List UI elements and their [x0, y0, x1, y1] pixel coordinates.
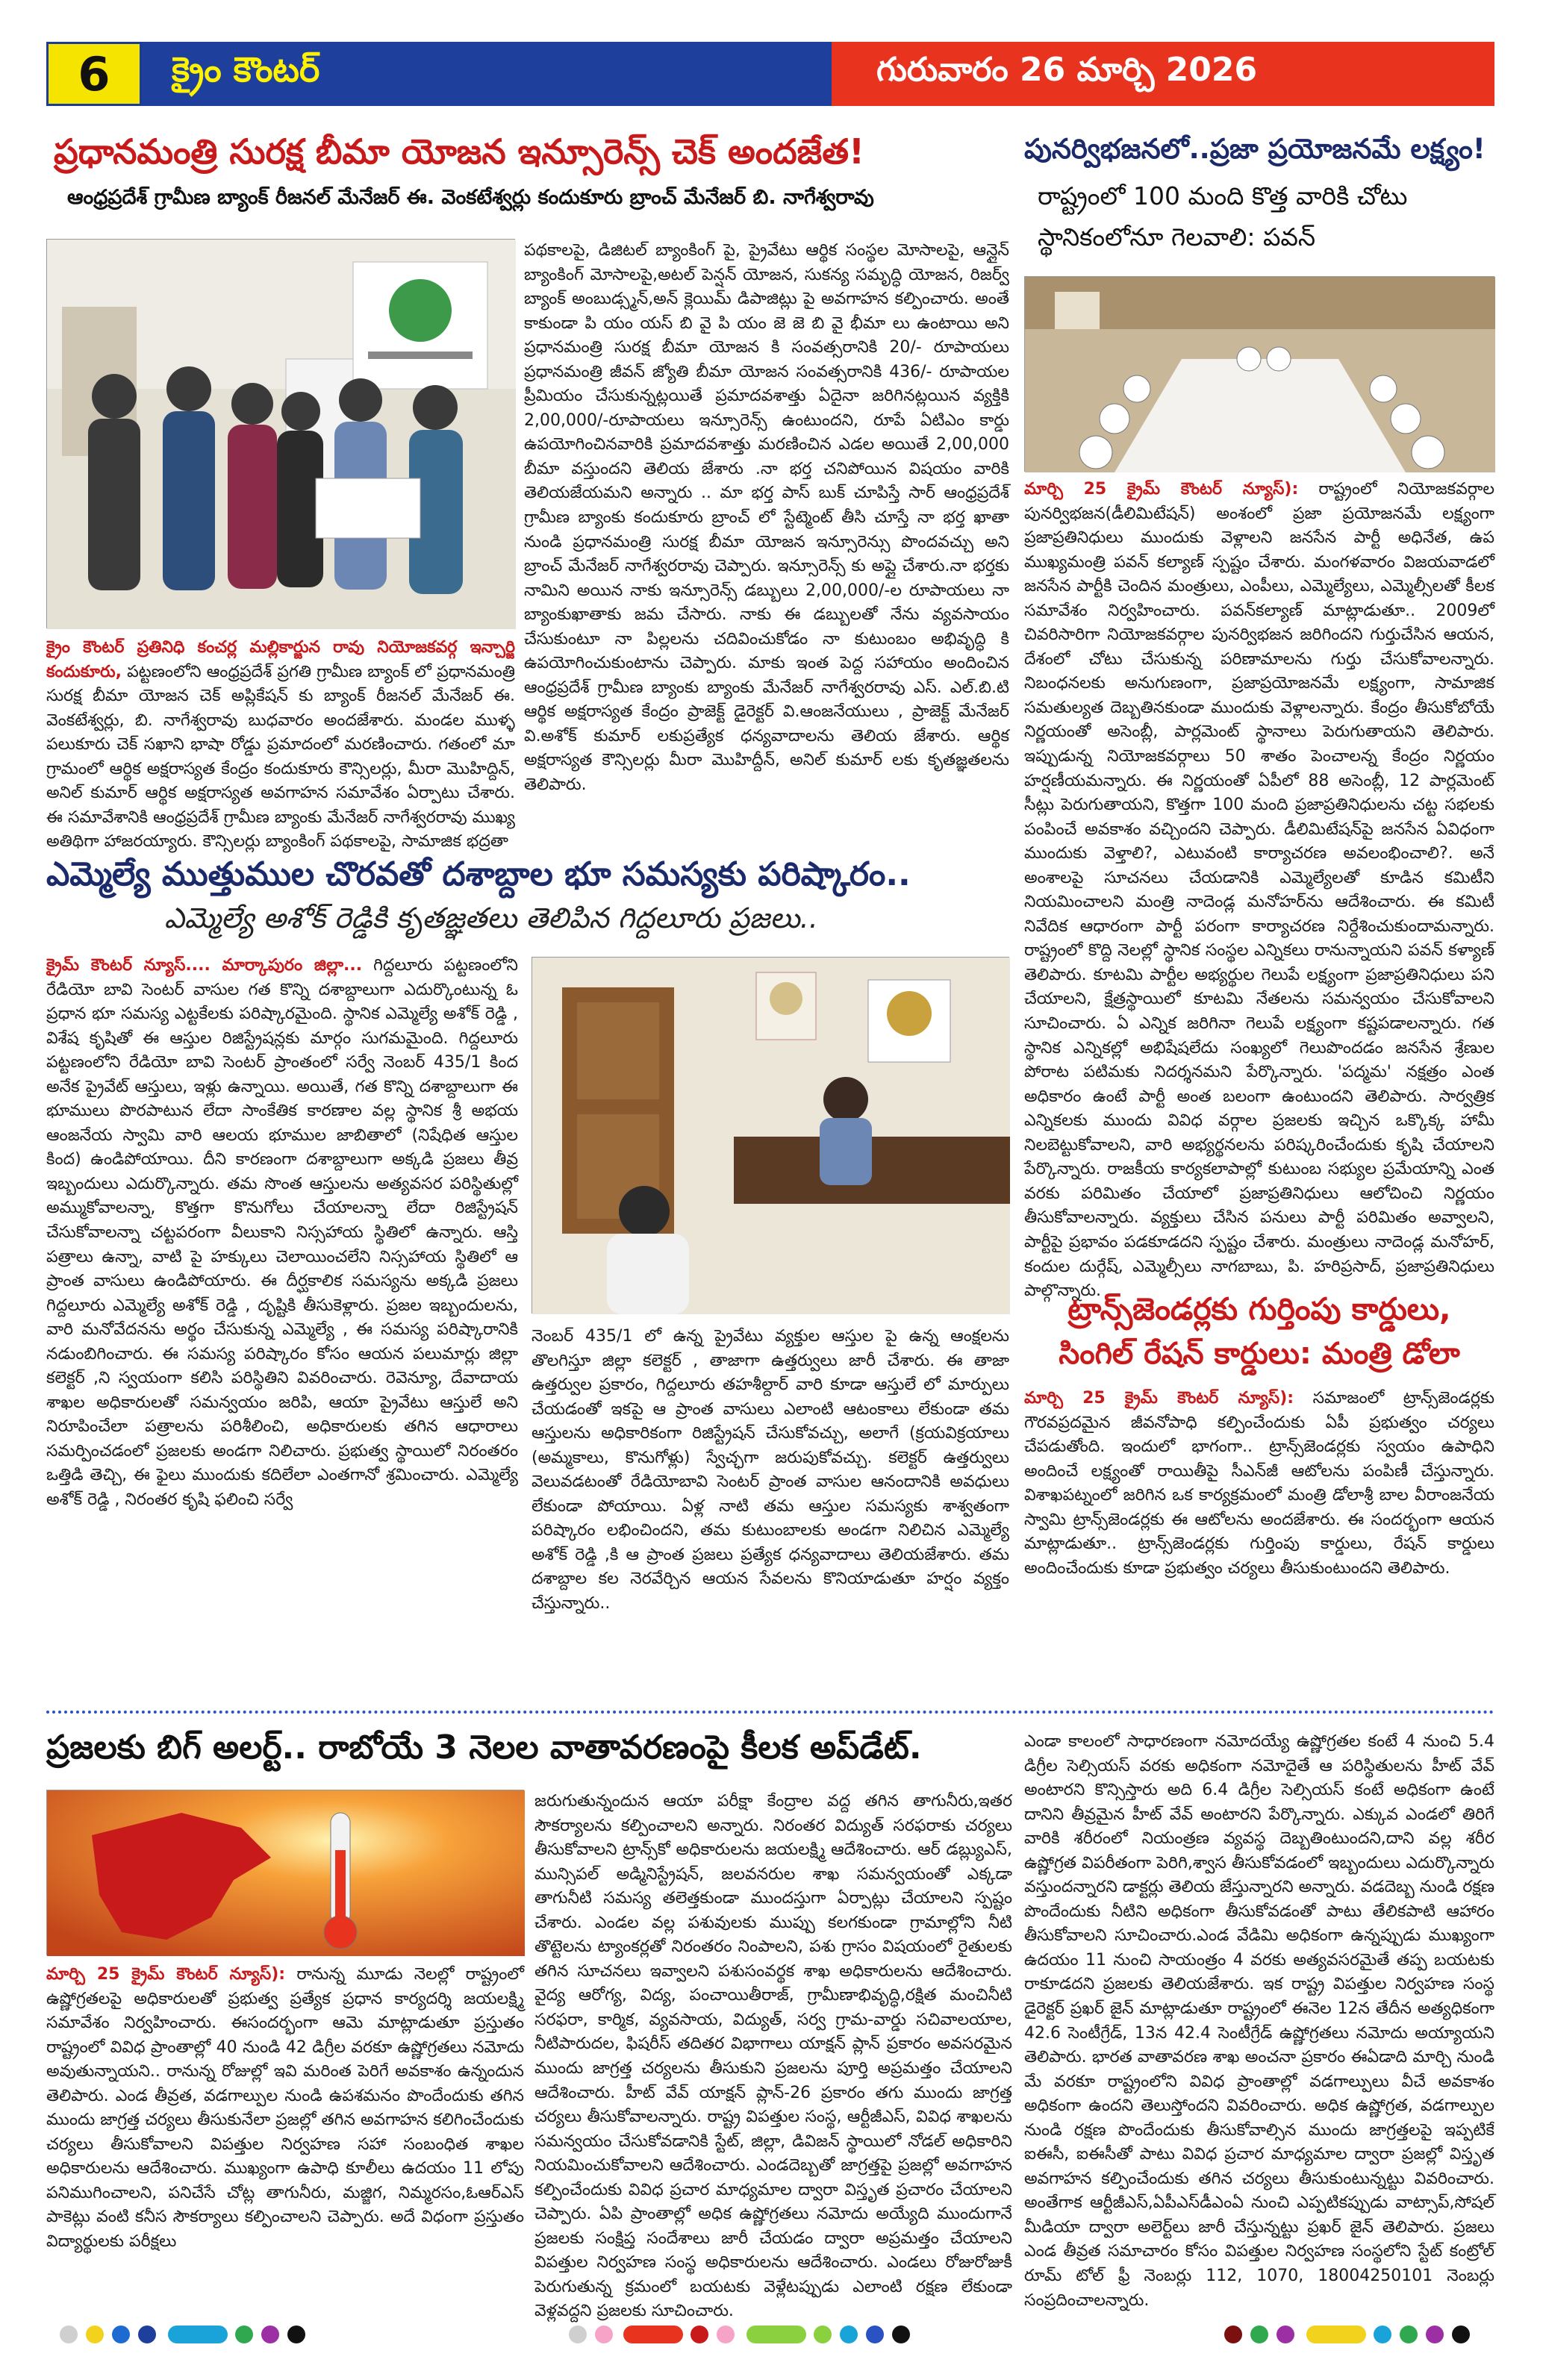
footer-dot [60, 2326, 78, 2343]
footer-dot [1250, 2326, 1268, 2343]
story2-photo [1024, 276, 1494, 472]
footer-dot [86, 2326, 104, 2343]
footer-dot [1452, 2326, 1470, 2343]
story2-headline: పునర్విభజనలో..ప్రజా ప్రయోజనమే లక్ష్యం! [1024, 133, 1486, 165]
footer-dot [569, 2326, 587, 2343]
footer-pill [1306, 2326, 1366, 2343]
story5-col1-text: రానున్న మూడు నెలల్లో రాష్ట్రంలో ఉష్ణోగ్రతలపై అధికారులతో ప్రభుత్వ ప్రత్యేక ప్రధాన కార్యదర్శి జయలక్ష్మి సమావేశం నిర్వహించారు. ఈసందర్భంగా ఆమె మాట్లాడుతూ ప్రస్తుతం రాష్ట్రంలో వివిధ ప్రాంతాల్లో 40 నుండి 42 డిగ్రీల వరకూ ఉష్ణోగ్రతలు నమోదు అవుతున్నాయని.. రానున్న రోజుల్లో ఇవి మరింత పెరిగే అవకాశం ఉన్నందున తెలిపారు. ఎండ తీవ్రత, వడగాల్పుల నుండి ఉపశమనం పొందేందుకు తగిన ముందు జాగ్రత్త చర్యలు తీసుకునేలా ప్రజల్లో తగిన అవగాహన కలిగించేందుకు చర్యలు తీసుకోవాలని విపత్తుల నిర్వహణ సహా సంబంధిత శాఖల అధికారులను ఆదేశించారు. ముఖ్యంగా ఉపాధి కూలీలు ఉదయం 11 లోపు పనిముగించాలని, పనిచేసే చోట్ల తాగునీరు, మజ్జిగ, నిమ్మరసం,ఓఆర్ఎస్ పాకెట్లు వంటి కనీస సౌకర్యాలు కల్పించాలని చెప్పారు. అదే విధంగా ప్రస్తుతం విద్యార్థులకు పరీక్షలు [46, 1965, 524, 2252]
story1-subhead: ఆంధ్రప్రదేశ్ గ్రామీణ బ్యాంక్ రీజనల్ మేనేజర్ ఈ. వెంకటేశ్వర్లు కందుకూరు బ్రాంచ్ మేనేజర్ బి. నాగేశ్వరావు [67, 186, 874, 209]
story4-body [1024, 1387, 1494, 1693]
footer-dot [1224, 2326, 1242, 2343]
story3-col2: నెంబర్ 435/1 లో ఉన్న ప్రైవేటు వ్యక్తుల ఆస్తుల పై ఉన్న ఆంక్షలను తొలగిస్తూ జిల్లా కలెక్టర్ , తాజాగా ఉత్తర్వులు జారీ చేశారు. ఈ తాజా ఉత్తర్వుల ప్రకారం, గిద్దలూరు తహశీల్దార్ వారి కూడా ఆస్తులే లో మార్పులు చేయడంతో ఇకపై ఆ ప్రాంత వాసులు ఎలాంటి ఆటంకాలు లేకుండా తమ ఆస్తులను అధికారికంగా రిజిస్ట్రేషన్ చేసుకోవచ్చు, అలాగే (క్రయవిక్రయాలు (అమ్మకాలు, కొనుగోళ్లు) స్వేచ్ఛగా జరుపుకోవచ్చు. కలెక్టర్ ఉత్తర్వులు వెలువడటంతో రేడియోబావి సెంటర్ ప్రాంత వాసుల ఆనందానికి అవధులు లేకుండా పోయాయి. ఏళ్ల నాటి తమ ఆస్తుల సమస్యకు శాశ్వతంగా పరిష్కారం లభించిందని, తమ కుటుంబాలకు అండగా నిలిచిన ఎమ్మెల్యే అశోక్ రెడ్డి ,కి ఆ ప్రాంత ప్రజలు ప్రత్యేక ధన్యవాదాలు తెలియజేశారు. తమ దశాబ్దాల కల నెరవేర్చిన ఆయన సేవలను కొనియాడుతూ హర్షం వ్యక్తం చేస్తున్నారు.. [532, 1327, 1009, 1614]
footer-dot [814, 2326, 832, 2343]
section-divider [46, 1711, 1494, 1714]
story4-dateline: మార్చి 25 క్రైమ్ కౌంటర్ న్యూస్): [1024, 1389, 1294, 1408]
heat-map-photo [47, 1790, 525, 1956]
footer-dot [717, 2326, 735, 2343]
story4-headline2: సింగిల్ రేషన్ కార్డులు: మంత్రి డోలా [1059, 1337, 1460, 1371]
story2-body [1024, 478, 1494, 1301]
story1-col2: పథకాలపై, డిజిటల్ బ్యాంకింగ్ పై, ప్రైవేటు ఆర్థిక సంస్థల మోసాలపై, ఆన్లైన్ బ్యాంకింగ్ మోసాలపై,అటల్ పెన్షన్ యోజన, సుకన్య సమృద్ధి యోజన, రిజర్వ్ బ్యాంక్ అంబుడ్స్మన్,అన్ క్లెయిమ్ డిపాజిట్లు పై అవగాహన కల్పించారు. అంతే కాకుండా పి యం యస్ బి వై పి యం జె జె బి వై భీమా లు ఉంటాయి అని ప్రధానమంత్రి సురక్ష బీమా యోజన కి సంవత్సరానికి 20/- రూపాయలు ప్రధానమంత్రి జీవన్ జ్యోతి బీమా యోజన సంవత్సరానికి 436/- రూపాయల ప్రీమియం చేసుకున్నట్లయితే ప్రమాదవశాత్తు ఏదైనా జరిగినట్లయిన వ్యక్తికి 2,00,000/-రూపాయలు ఇన్సూరెన్స్ ఉంటుందని, రూపే ఏటిఎం కార్డు ఉపయోగించినవారికి ప్రమాదవశాత్తు మరణించిన ఎడల అయితే 2,00,000 బీమా వస్తుందని తెలియ జేశారు .నా భర్త చనిపోయిన విషయం వారికి తెలియజేయమని అన్నారు .. మా భర్త పాస్ బుక్ చూపిస్తే సార్ ఆంధ్రప్రదేశ్ గ్రామీణ బ్యాంకు కందుకూరు బ్రాంచ్ లో స్టేట్మెంట్ తీసి చూస్తే నా భర్త ఖాతా నుండి ప్రధానమంత్రి సురక్ష బీమా యోజన ఇన్సూరెన్సు పొందవచ్చు అని బ్రాంచ్ మేనేజర్ నాగేశ్వరరావు చెప్పారు. ఇన్సూరెన్స్ కు అప్లై చేశారు.నా భర్తకు నామిని అయిన నాకు ఇన్సూరెన్స్ డబ్బులు 2,00,000/-ల రూపాయలు నా బ్యాంకుఖాతాకు జమ చేసారు. నాకు ఈ డబ్బులతో నేను వ్యవసాయం చేసుకుంటూ నా పిల్లలను చదివించుకోడం నా కుటుంబం అభివృద్ధి కి ఉపయోగించుకుంటాను చెప్పారు. మాకు ఇంత పెద్ద సహాయం అందించిన ఆంధ్రప్రదేశ్ గ్రామీణ బ్యాంకు బ్యాంకు మేనేజర్ నాగేశ్వరరావు ఎస్. ఎల్.బి.టి ఆర్థిక అక్షరాస్యత కేంద్రం ప్రాజెక్ట్ డైరెక్టర్ వి.ఆంజనేయులు , ప్రాజెక్ట్ మేనేజర్ వి.అశోక్ కుమార్ లకుప్రత్యేక ధన్యవాదాలను తెలియ జేశారు. ఆర్థిక అక్షరాస్యత కౌన్సిలర్లు మీరా మొహిద్దీన్, అనిల్ కుమార్ లకు కృతజ్ఞతలను తెలిపారు. [524, 241, 1009, 795]
footer-dot [595, 2326, 613, 2343]
story2-sub2: స్థానికంలోనూ గెలవాలి: పవన్ [1038, 222, 1316, 252]
story5-headline: ప్రజలకు బిగ్ అలర్ట్.. రాబోయే 3 నెలల వాతావరణంపై కీలక అప్‌డేట్. [46, 1728, 922, 1767]
footer-dot [138, 2326, 156, 2343]
story1-col1-text: పట్టణంలోని ఆంధ్రప్రదేశ్ ప్రగతి గ్రామీణ బ్యాంక్ లో ప్రధానమంత్రి సురక్ష బీమా యోజన చెక్ అప్లికేషన్ కు బ్యాంక్ రీజనల్ మేనేజర్ ఈ. వెంకటేశ్వర్లు, బి. నాగేశ్వరావు బుధవారం అందజేశారు. మండల ముళ్ళ పలుకూరు చెక్ సఖాని భాషా రోడ్డు ప్రమాదంలో మరణించారు. గతంలో మా గ్రామంలో ఆర్థిక అక్షరాస్యత కేంద్రం కందుకూరు కౌన్సిలర్లు, మీరా మొహిద్దిన్, అనిల్ కుమార్ ఆర్థిక అక్షరాస్యత అవగాహన సమావేశం ఏర్పాటు చేశారు. ఈ సమావేశానికి ఆంధ్రప్రదేశ్ గ్రామీణ బ్యాంకు మేనేజర్ నాగేశ్వరరావు ముఖ్య అతిథిగా హాజరయ్యారు. కౌన్సిలర్లు బ్యాంకింగ్ పథకాలపై, సామాజిక భద్రతా [46, 662, 515, 852]
story3-col1-text: గిద్దలూరు పట్టణంలోని రేడియో బావి సెంటర్ వాసుల గత కొన్ని దశాబ్దాలుగా ఎదుర్కొంటున్న ఓ ప్రధాన భూ సమస్య ఎట్టకేలకు పరిష్కారమైంది. స్థానిక ఎమ్మెల్యే అశోక్ రెడ్డి , విశేష కృషితో ఈ ఆస్తుల రిజిస్ట్రేషన్లకు మార్గం సుగమమైంది. గిద్దలూరు పట్టణంలోని రేడియో బావి సెంటర్ ప్రాంతంలో సర్వే నెంబర్ 435/1 కింద అనేక ప్రైవేట్ ఆస్తులు, ఇళ్లు ఉన్నాయి. అయితే, గత కొన్ని దశాబ్దాలుగా ఈ భూములు పొరపాటున లేదా సాంకేతిక కారణాల వల్ల స్థానిక శ్రీ అభయ ఆంజనేయ స్వామి వారి ఆలయ భూముల జాబితాలో (నిషేధిత ఆస్తుల కింద) ఉండిపోయాయి. దీని కారణంగా దశాబ్దాలుగా అక్కడి ప్రజలు తీవ్ర ఇబ్బందులు ఎదుర్కొన్నారు. తమ సొంత ఆస్తులను అత్యవసర పరిస్థితుల్లో అమ్ముకోవాలన్నా, కొత్తగా కొనుగోలు చేయాలన్నా లేదా రిజిస్ట్రేషన్ చేసుకోవాలన్నా చట్టపరంగా వీలుకాని నిస్సహాయ స్థితిలో ఉన్నారు. ఆస్తి పత్రాలు ఉన్నా, వాటి పై హక్కులు చెలాయించలేని నిస్సహాయ స్థితిలో ఆ ప్రాంత వాసులు ఉండిపోయారు. ఈ దీర్ఘకాలిక సమస్యను అక్కడి ప్రజలు గిద్దలూరు ఎమ్మెల్యే అశోక్ రెడ్డి , దృష్టికి తీసుకెళ్లారు. ప్రజల ఇబ్బందులను, వారి మనోవేదనను అర్థం చేసుకున్న ఎమ్మెల్యే , ఈ సమస్య పరిష్కారానికి నడుంబిగించారు. ఈ సమస్య పరిష్కారం కోసం ఆయన పలుమార్లు జిల్లా కలెక్టర్ ,ని స్వయంగా కలిసి పరిస్థితిని వివరించారు. రెవెన్యూ, దేవాదాయ శాఖల అధికారులతో సమన్వయం జరిపి, ఆయా ప్రైవేటు ఆస్తులే అని నిరూపించేలా పత్రాలను పరిశీలించి, అధికారులకు తగిన ఆధారాలు సమర్పించడంలో ప్రజలకు అండగా నిలిచారు. ప్రభుత్వ స్థాయిలో నిరంతరం ఒత్తిడి తెచ్చి, ఈ ఫైలు ముందుకు కదిలేలా ఎంతగానో శ్రమించారు. ఎమ్మెల్యే అశోక్ రెడ్డి , నిరంతర కృషి ఫలించి సర్వే [46, 956, 519, 1510]
footer-dot [1400, 2326, 1418, 2343]
story5-dateline: మార్చి 25 క్రైమ్ కౌంటర్ న్యూస్): [46, 1965, 286, 1984]
story1-col1 [46, 636, 515, 942]
story3-headline: ఎమ్మెల్యే ముత్తుముల చొరవతో దశాబ్దాల భూ సమస్యకు పరిష్కారం.. [46, 855, 911, 893]
footer-dot [235, 2326, 253, 2343]
footer-dot [691, 2326, 708, 2343]
story5-photo [46, 1790, 524, 1955]
bank-office-photo [47, 240, 516, 629]
section-title: క్రైం కౌంటర్ [142, 42, 832, 106]
masthead [46, 42, 1494, 106]
story4-headline: ట్రాన్స్‌జెండర్లకు గుర్తింపు కార్డులు, [1067, 1291, 1451, 1327]
page-number: 6 [46, 42, 142, 106]
story5-col3: ఎండా కాలంలో సాధారణంగా నమోదయ్యే ఉష్ణోగ్రతల కంటే 4 నుంచి 5.4 డిగ్రీల సెల్సియస్ వరకు అధికంగా నమోదైతే ఆ పరిస్థితులను హీట్ వేవ్ అంటారని కొన్సిస్తారు అది 6.4 డిగ్రీల సెల్సియస్ కంటే అధికంగా ఉంటే దానిని తీవ్రమైన హీట్ వేవ్ అంటారని పేర్కొన్నారు. ఎక్కువ ఎండలో తిరిగే వారికి శరీరంలో నియంత్రణ వ్యవస్థ దెబ్బతింటుందని,దాని వల్ల శరీర ఉష్ణోగ్రత విపరీతంగా పెరిగి,శ్వాస తీసుకోవడంలో ఇబ్బందులు ఎదుర్కొన్నారు వస్తుందన్నారని డాక్టర్లు తెలియ జేస్తున్నారని అన్నారు. వడదెబ్బ నుండి రక్షణ పొందేందుకు నీటిని అధికంగా తీసుకోవడంతో పాటు తేలికపాటి ఆహారం తీసుకోవాలని సూచించారు.ఎండ వేడిమి అధికంగా ఉన్నప్పుడు ముఖ్యంగా ఉదయం 11 నుంచి సాయంత్రం 4 వరకు అత్యవసరమైతే తప్ప బయటకు రాకూడదని ప్రజలకు తెలియజేశారు. ఇక రాష్ట్ర విపత్తుల నిర్వహణ సంస్థ డైరెక్టర్ ప్రఖర్ జైన్ మాట్లాడుతూ రాష్ట్రంలో ఈనెల 12న తేదీన అత్యధికంగా 42.6 సెంటీగ్రేడ్, 13న 42.4 సెంటీగ్రేడ్ ఉష్ణోగ్రతలు నమోదు అయ్యాయని తెలిపారు. భారత వాతావరణ శాఖ అంచనా ప్రకారం ఈఏడాది మార్చి నుండి మే వరకూ రాష్ట్రంలోని వివిధ ప్రాంతాల్లో వడగాల్పులు వీచే అవకాశం అధికంగా ఉందని తెలుస్తోందని వివరించారు. అధిక ఉష్ణోగ్రత, వడగాల్పుల నుండి రక్షణ పొందేందుకు తీసుకోవాల్సిన ముందు జాగ్రత్తలపై ఇప్పటికే ఐఈసీ, ఐఈసీతో పాటు వివిధ ప్రచార మాధ్యమాల ద్వారా ప్రజల్లో విస్తృత అవగాహన కల్పించేందుకు తగిన చర్యలు తీసుకుంటున్నట్టు వివరించారు. అంతేగాక ఆర్టీజీఎస్,ఏపీఎస్‌డీఎంఏ నుంచి ఎప్పటికప్పుడు వాట్సాప్,సోషల్ మీడియా ద్వారా అలెర్ట్‌లు జారీ చేస్తున్నట్టు ప్రఖర్ జైన్ తెలిపారు. ప్రజలు ఎండ తీవ్రత సమాచారం కోసం విపత్తుల నిర్వహణ సంస్థలోని స్టేట్ కంట్రోల్ రూమ్ టోల్ ఫ్రీ నెంబర్లు 112, 1070, 18004250101 నెంబర్లు సంప్రదించాలన్నారు. [1024, 1732, 1495, 2310]
meeting-photo [1025, 277, 1495, 472]
footer-dot [892, 2326, 910, 2343]
issue-date: గురువారం 26 మార్చి 2026 [832, 42, 1494, 106]
story2-dateline: మార్చి 25 క్రైమ్ కౌంటర్ న్యూస్): [1024, 480, 1299, 499]
footer-dot [840, 2326, 858, 2343]
story3-subhead: ఎమ్మెల్యే అశోక్ రెడ్డికి కృతజ్ఞతలు తెలిపిన గిద్దలూరు ప్రజలు.. [164, 902, 818, 934]
story2-sub1: రాష్ట్రంలో 100 మంది కొత్త వారికి చోటు [1038, 181, 1408, 210]
story1-caption: క్రైం కౌంటర్ ప్రతినిధి కంచర్ల మల్లికార్జున రావు నియోజకవర్గ ఇన్చార్జి కందుకూరు, [46, 638, 515, 681]
footer-pill [168, 2326, 228, 2343]
story5-col1 [46, 1963, 524, 2305]
story3-dateline: క్రైమ్ కౌంటర్ న్యూస్.... మార్కాపురం జిల్లా... [46, 956, 363, 975]
mla-office-photo [532, 958, 1010, 1314]
footer-dot [1277, 2326, 1294, 2343]
footer-dot [866, 2326, 884, 2343]
story5-col2: జరుగుతున్నందున ఆయా పరీక్షా కేంద్రాల వద్ద తగిన తాగునీరు,ఇతర సౌకర్యాలను కల్పించాలని అన్నారు. నిరంతర విద్యుత్ సరఫరాకు చర్యలు తీసుకోవాలని ట్రాన్స్‌కో అధికారులను జయలక్ష్మి ఆదేశించారు. ఆర్ డబ్ల్యుఎస్, మున్సిపల్ అడ్మినిస్ట్రేషన్, జలవనరుల శాఖ సమన్వయంతో ఎక్కడా తాగునీటి సమస్య తలెత్తకుండా ముందస్తుగా ఏర్పాట్లు చేయాలని స్పష్టం చేశారు. ఎండల వల్ల పశువులకు ముప్పు కలగకుండా గ్రామాల్లోని నీటి తొట్టెలను ట్యాంకర్లతో నిరంతరం నింపాలని, పశు గ్రాసం విషయంలో రైతులకు తగిన సూచనలు ఇవ్వాలని పశుసంవర్థక శాఖ అధికారులను ఆదేశించారు. వైద్య ఆరోగ్య, విద్య, పంచాయితీరాజ్, గ్రామీణాభివృద్ధి,రక్షిత మంచినీటి సరఫరా, కార్మిక, వ్యవసాయ, విద్యుత్, సర్వ గ్రామ-వార్డు సచివాలయాల, నీటిపారుదల, ఫిషరీస్ తదితర విభాగాలు యాక్షన్ ప్లాన్ ప్రకారం అవసరమైన ముందు జాగ్రత్త చర్యలను తీసుకుని ప్రజలను పూర్తి అప్రమత్తం చేయాలని ఆదేశించారు. హీట్ వేవ్ యాక్షన్ ప్లాన్-26 ప్రకారం తగు ముందు జాగ్రత్త చర్యలు తీసుకోవాలన్నారు. రాష్ట్ర విపత్తుల సంస్థ, ఆర్టీజీఎస్, వివిధ శాఖలను సమన్వయం చేసుకోవడానికి స్టేట్, జిల్లా, డివిజన్ స్థాయిలో నోడల్ అధికారిని నియమించుకోవాలని ఆదేశించారు. ఎండదెబ్బతో జాగ్రత్తపై ప్రజల్లో అవగాహన కల్పించేందుకు వివిధ ప్రచార మాధ్యమాల ద్వారా విస్తృత ప్రచారం చేయాలని చెప్పారు. ఏపి ప్రాంతాల్లో అధిక ఉష్ణోగ్రతలు నమోదు అయ్యేది ముందుగానే ప్రజలకు సంక్షిప్త సందేశాలు జారీ చేయడం ద్వారా అప్రమత్తం చేయాలని విపత్తుల నిర్వహణ సంస్థ అధికారులను ఆదేశించారు. ఎండలు రోజురోజుకీ పెరుగుతున్న క్రమంలో బయటకు వెళ్లేటప్పుడు ఎలాంటి రక్షణ లేకుండా వెళ్లవద్దని ప్రజలకు సూచించారు. [534, 1792, 1012, 2321]
footer-dot [287, 2326, 305, 2343]
footer-dot [1374, 2326, 1391, 2343]
footer-pill [623, 2326, 683, 2343]
story3-photo [532, 957, 1009, 1314]
footer-dot [1426, 2326, 1444, 2343]
footer-pill [746, 2326, 806, 2343]
footer-dot [261, 2326, 279, 2343]
story1-headline: ప్రధానమంత్రి సురక్ష బీమా యోజన ఇన్సూరెన్స్ చెక్ అందజేత! [54, 131, 864, 172]
footer-dot [112, 2326, 130, 2343]
story1-photo [46, 239, 515, 628]
story4-body-text: సమాజంలో ట్రాన్స్‌జెండర్లకు గౌరవప్రదమైన జీవనోపాధి కల్పించేందుకు ఏపీ ప్రభుత్వం చర్యలు చేపడుతోంది. ఇందులో భాగంగా.. ట్రాన్స్‌జెండర్లకు స్వయం ఉపాధిని అందించే లక్ష్యంతో రాయితీపై సీఎన్‌జీ ఆటోలను పంపిణీ చేస్తున్నారు. విశాఖపట్నంలో జరిగిన ఒక కార్యక్రమంలో మంత్రి డోలాశ్రీ బాల వీరాంజనేయ స్వామి ట్రాన్స్‌జెండర్లకు ఈ ఆటోలను అందజేశారు. ఈ సందర్భంగా ఆయన మాట్లాడుతూ.. ట్రాన్స్‌జెండర్లకు గుర్తింపు కార్డులు, రేషన్ కార్డులు అందించేందుకు కూడా ప్రభుత్వం చర్యలు తీసుకుంటుందని తెలిపారు. [1024, 1389, 1494, 1578]
footer-color-bar [0, 2320, 1543, 2349]
story2-body-text: రాష్ట్రంలో నియోజకవర్గాల పునర్విభజన(డీలిమిటేషన్) అంశంలో ప్రజా ప్రయోజనమే లక్ష్యంగా ప్రజాప్రతినిధులు ముందుకు వెళ్లాలని జనసేన పార్టీ అధినేత, ఉప ముఖ్యమంత్రి పవన్ కల్యాణ్ స్పష్టం చేశారు. మంగళవారం విజయవాడలో జనసేన పార్టీకి చెందిన మంత్రులు, ఎంపీలు, ఎమ్మెల్యేలు, ఎమ్మెల్సీలతో కీలక సమావేశం నిర్వహించారు. పవన్‌కల్యాణ్ మాట్లాడుతూ.. 2009లో చివరిసారిగా నియోజకవర్గాల పునర్విభజన జరిగిందని గుర్తుచేసిన ఆయన, దేశంలో చోటు చేసుకున్న పరిణామాలను గుర్తు చేసుకోవాలన్నారు. నిబంధనలకు అనుగుణంగా, ప్రజాప్రయోజనమే లక్ష్యంగా, సామాజిక సమతుల్యత దెబ్బతినకుండా ముందుకు వెళ్లాలన్నారు. కేంద్రం తీసుకోబోయే నిర్ణయంతో అసెంబ్లీ, పార్లమెంట్ స్థానాలు పెరుగుతాయని తెలిపారు. ఇప్పుడున్న నియోజకవర్గాలు 50 శాతం పెంచాలన్న కేంద్రం నిర్ణయం హర్షణీయమన్నారు. ఈ నిర్ణయంతో ఏపీలో 88 అసెంబ్లీ, 12 పార్లమెంట్ సీట్లు పెరుగుతాయని, కొత్తగా 100 మంది ప్రజాప్రతినిధులను చట్ట సభలకు పంపించే అవకాశం వచ్చిందని చెప్పారు. డీలిమిటేషన్‌పై జనసేన ఏవిధంగా ముందుకు వెళ్తాలి?, ఎటువంటి కార్యాచరణ అవలంభించాలి?. అనే అంశాలపై సూచనలు చేయడానికి ఎమ్మెల్యేలతో కూడిన కమిటీని నియమించాలని మంత్రి నాదెండ్ల మనోహర్‌ను ఆదేశించారు. ఈ కమిటీ నివేదిక ఆధారంగా పార్టీ పరంగా కార్యాచరణ నిర్దేశించుకుందామన్నారు. రాష్ట్రంలో కొద్ది నెలల్లో స్థానిక సంస్థల ఎన్నికలు రానున్నాయని పవన్ కళ్యాణ్ తెలిపారు. కూటమి పార్టీల అభ్యర్థుల గెలుపే లక్ష్యంగా ప్రజాప్రతినిధులు పని చేయాలని, క్షేత్రస్థాయిలో కూటమి నేతలను సమన్వయం చేసుకోవాలని సూచించారు. ఏ ఎన్నిక జరిగినా గెలుపే లక్ష్యంగా కష్టపడాలన్నారు. గత స్థానిక ఎన్నికల్లో అభిషేషలేదు సంఖ్యలో గెలుపొందడం జనసేన శ్రేణుల పోరాట పటిమకు నిదర్శనమని పేర్కొన్నారు. 'పద్మమ' నక్షత్రం ఎంత అధికారం ఉంటే పార్టీ అంత బలంగా ఉంటుందని తెలిపారు. సార్వత్రిక ఎన్నికలకు ముందు వివిధ వర్గాల ప్రజలకు ఇచ్చిన ఒక్కొక్క హామీ నిలబెట్టుకోవాలని, వారి అభ్యర్థనలను పరిష్కరించేందుకు కృషి చేయాలని పేర్కొన్నారు. రాజకీయ కార్యకలాపాల్లో కుటుంబ సభ్యుల ప్రమేయాన్ని ఎంత వరకు పరిమితం చేయాలో ప్రజాప్రతినిధులు ఆలోచించి నిర్ణయం తీసుకోవాలన్నారు. వ్యక్తులు చేసిన పనులు పార్టీ పరిమితం అవ్వాలని, పార్టీపై ప్రభావం పడకూడదని స్పష్టం చేశారు. మంత్రులు నాదెండ్ల మనోహర్, కందుల దుర్గేష్, ఎమ్మెల్సీలు నాగబాబు, పి. హరిప్రసాద్, ప్రజాప్రతినిధులు పాల్గొన్నారు. [1024, 480, 1494, 1301]
